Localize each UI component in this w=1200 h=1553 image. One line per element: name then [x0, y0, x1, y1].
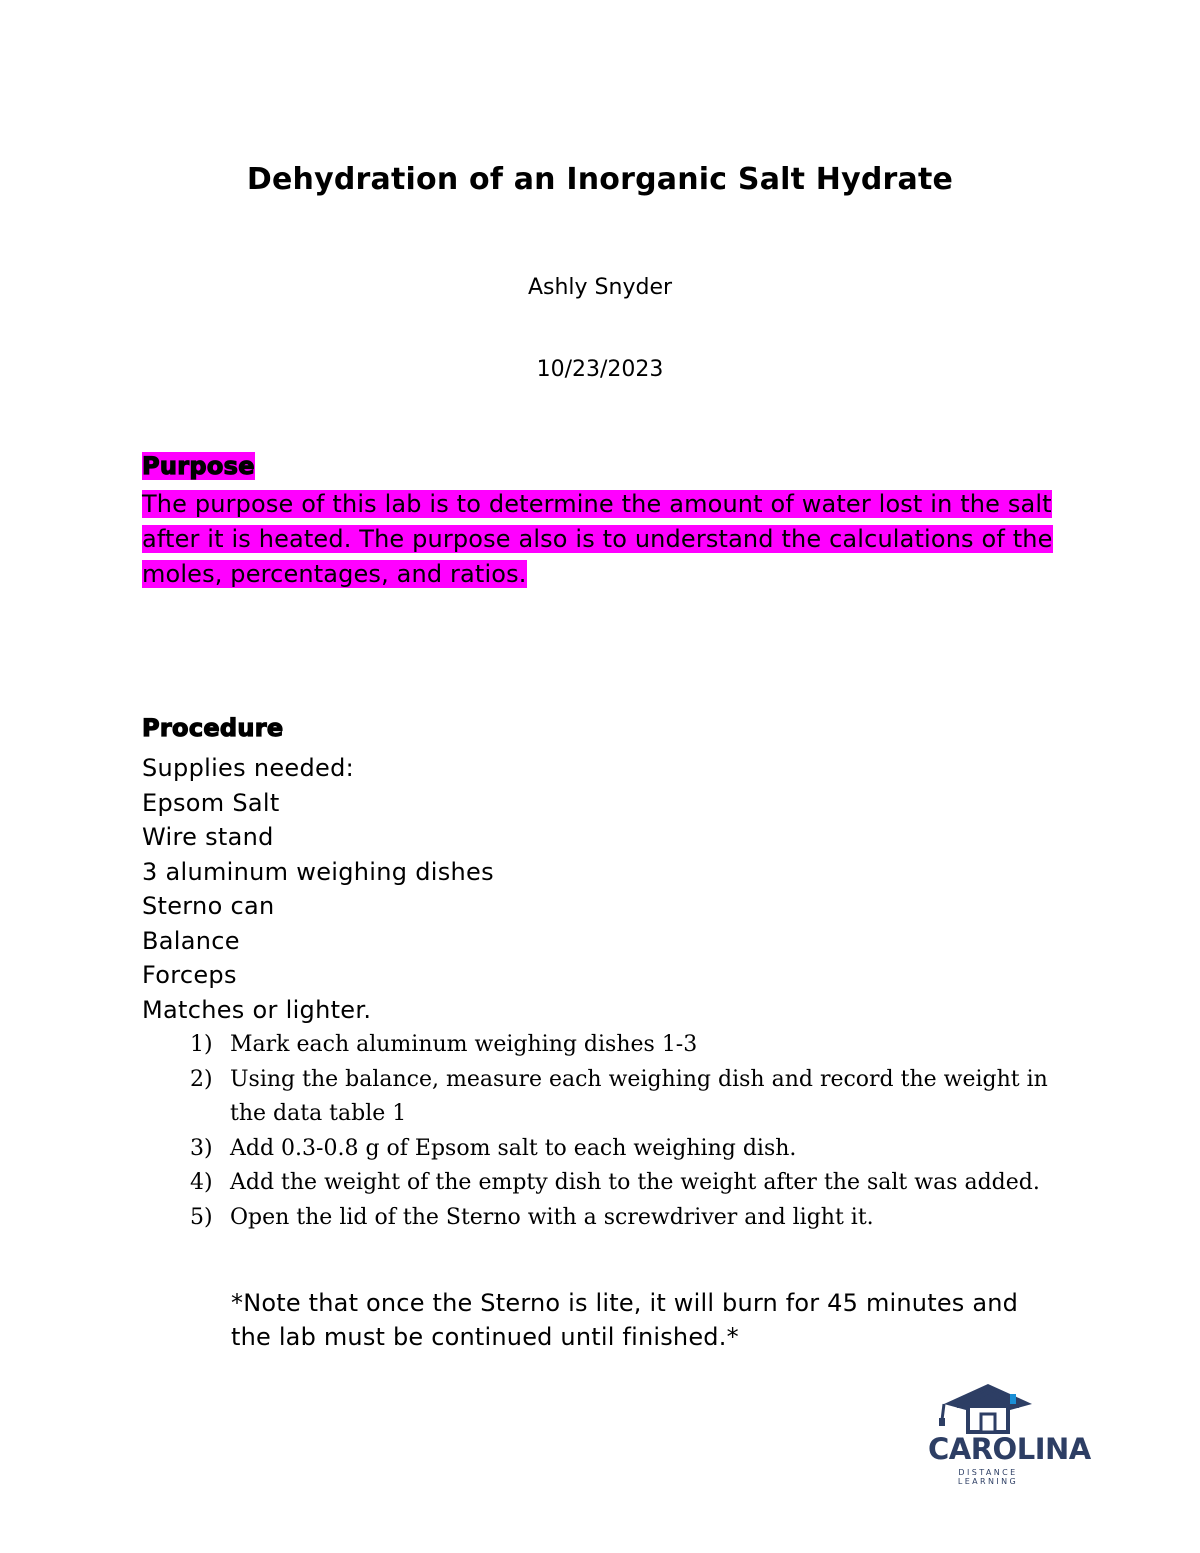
step-text: Using the balance, measure each weighing dish and record the weight in the data table 1 [230, 1066, 1048, 1126]
author-name: Ashly Snyder [527, 275, 673, 300]
supplies-list-item: Balance [142, 926, 240, 955]
house-graduation-cap-icon [928, 1382, 1048, 1434]
purpose-paragraph-text: The purpose of this lab is to determine the amount of water lost in the salt after it is heated. The purpose also is to understand the calculations of the moles, percentages, and ratios. [142, 490, 1053, 588]
supplies-list [142, 751, 494, 1027]
procedure-step [190, 1028, 1060, 1063]
procedure-steps [190, 1028, 1060, 1235]
step-text: Open the lid of the Sterno with a screwdriver and light it. [230, 1204, 874, 1230]
document-title: Dehydration of an Inorganic Salt Hydrate [246, 162, 954, 197]
supplies-list-item: Forceps [142, 961, 237, 989]
procedure-step [190, 1063, 1060, 1132]
procedure-step [190, 1132, 1060, 1167]
procedure-step [190, 1166, 1060, 1201]
document-date: 10/23/2023 [536, 357, 664, 382]
step-number: 2) [190, 1066, 213, 1092]
step-number: 1) [190, 1032, 213, 1057]
procedure-step [190, 1201, 1060, 1236]
step-number: 5) [190, 1204, 213, 1230]
step-number: 3) [190, 1135, 213, 1161]
sterno-note: *Note that once the Sterno is lite, it will burn for 45 minutes and the lab must be continued until finished.* [231, 1289, 1019, 1351]
supplies-list-item: Matches or lighter. [142, 995, 372, 1024]
purpose-heading [142, 452, 255, 480]
step-text: Mark each aluminum weighing dishes 1-3 [230, 1032, 698, 1057]
supplies-list-item: Epsom Salt [142, 788, 280, 817]
step-text: Add the weight of the empty dish to the weight after the salt was added. [230, 1170, 1040, 1195]
logo-subtitle: DISTANCE LEARNING [957, 1468, 1019, 1486]
step-number: 4) [190, 1170, 213, 1195]
purpose-heading-text: Purpose [142, 452, 255, 480]
step-text: Add 0.3-0.8 g of Epsom salt to each weighing dish. [230, 1135, 797, 1161]
logo-wordmark: CAROLINA [928, 1432, 1091, 1466]
supplies-list-item: Sterno can [142, 892, 275, 920]
supplies-list-item: Wire stand [142, 823, 274, 851]
purpose-paragraph [142, 487, 1082, 592]
supplies-list-item: Supplies needed: [142, 754, 355, 782]
carolina-logo [928, 1382, 1091, 1486]
supplies-list-item: 3 aluminum weighing dishes [142, 857, 494, 886]
procedure-heading: Procedure [142, 714, 284, 742]
